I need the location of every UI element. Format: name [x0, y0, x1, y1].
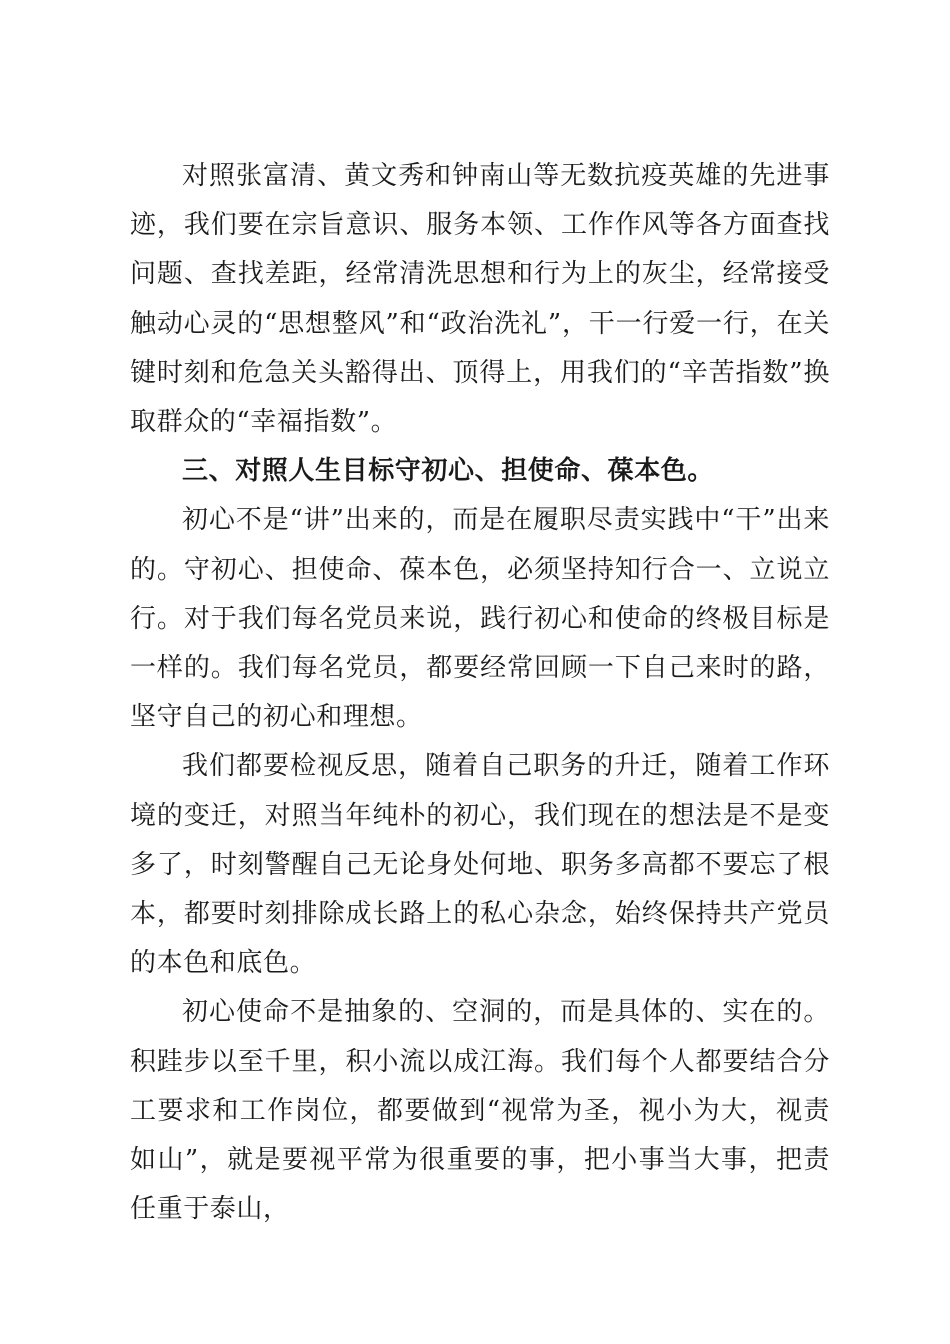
- paragraph-heroes-comparison: 对照张富清、黄文秀和钟南山等无数抗疫英雄的先进事迹，我们要在宗旨意识、服务本领、工作作风等各方面查找问题、查找差距，经常清洗思想和行为上的灰尘，经常接受触动心灵的“思想整风”和“政治洗礼”，干一行爱一行，在关键时刻和危急关头豁得出、顶得上，用我们的“辛苦指数”换取群众的“幸福指数”。: [130, 161, 830, 438]
- paragraph-concrete-mission: 初心使命不是抽象的、空洞的，而是具体的、实在的。积跬步以至千里，积小流以成江海。我们每个人都要结合分工要求和工作岗位，都要做到“视常为圣，视小为大，视责如山”，就是要视平常为很重要的事，把小事当大事，把责任重于泰山，: [130, 997, 830, 1225]
- section-heading-three: 三、对照人生目标守初心、担使命、葆本色。: [182, 456, 715, 487]
- document-page: [130, 152, 830, 1234]
- paragraph-self-reflection: 我们都要检视反思，随着自己职务的升迁，随着工作环境的变迁，对照当年纯朴的初心，我们现在的想法是不是变多了，时刻警醒自己无论身处何地、职务多高都不要忘了根本，都要时刻排除成长路上的私心杂念，始终保持共产党员的本色和底色。: [130, 751, 830, 979]
- paragraph-original-aspiration: 初心不是“讲”出来的，而是在履职尽责实践中“干”出来的。守初心、担使命、葆本色，必须坚持知行合一、立说立行。对于我们每名党员来说，践行初心和使命的终极目标是一样的。我们每名党员，都要经常回顾一下自己来时的路，坚守自己的初心和理想。: [130, 505, 830, 733]
